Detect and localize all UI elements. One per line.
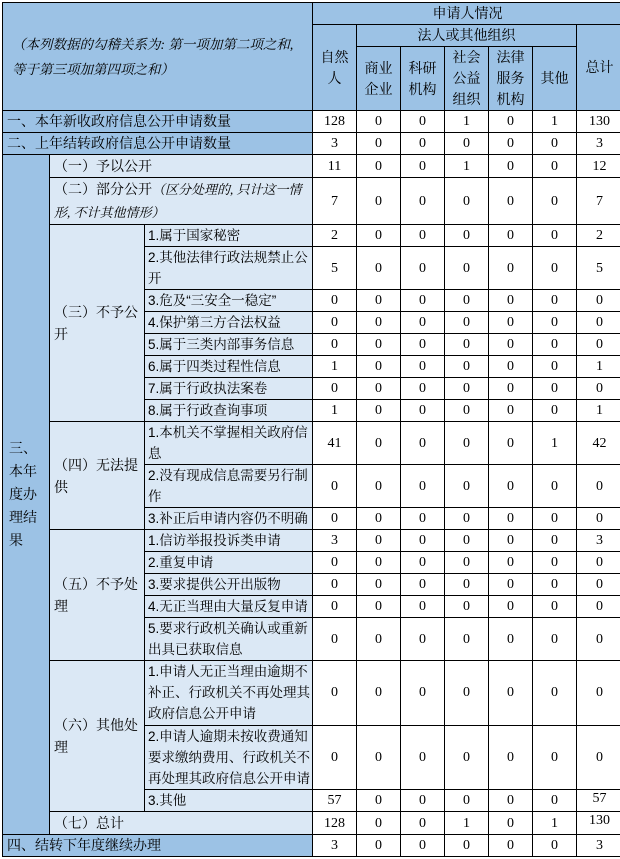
value-cell: 0 — [357, 133, 401, 155]
value-cell: 0 — [401, 155, 445, 178]
row-label-text: 四、结转下年度继续办理 — [7, 837, 161, 853]
value-cell: 0 — [533, 155, 577, 178]
value-cell: 0 — [445, 552, 489, 574]
value-cell: 0 — [489, 400, 533, 422]
value-cell: 0 — [357, 225, 401, 247]
value-cell: 0 — [357, 725, 401, 790]
value-cell: 0 — [445, 378, 489, 400]
value-cell: 1 — [313, 356, 357, 378]
row-label-text: 1.申请人无正当理由逾期不补正、行政机关不再处理其政府信息公开申请 — [148, 664, 310, 721]
value-cell: 0 — [401, 574, 445, 596]
value-cell: 0 — [445, 835, 489, 857]
item-label — [145, 356, 313, 378]
value-cell: 3 — [577, 530, 620, 552]
value-cell: 0 — [313, 334, 357, 356]
value-cell: 0 — [357, 334, 401, 356]
value-cell: 0 — [489, 225, 533, 247]
value-cell: 0 — [313, 618, 357, 661]
value-cell: 0 — [445, 790, 489, 812]
value-cell: 0 — [489, 465, 533, 508]
value-cell: 128 — [313, 111, 357, 133]
value-cell: 1 — [445, 155, 489, 178]
col-header-org-1: 科研机构 — [401, 47, 445, 111]
col-header-org-4: 其他 — [533, 47, 577, 111]
value-cell: 0 — [313, 312, 357, 334]
value-cell: 57 — [313, 790, 357, 812]
value-cell: 0 — [357, 812, 401, 835]
item-label — [145, 290, 313, 312]
row-label — [3, 111, 313, 133]
group-label-g5: （五）不予处理 — [50, 530, 145, 661]
value-cell: 0 — [357, 552, 401, 574]
row-label-text: 3.危及“三安全一稳定” — [148, 293, 276, 308]
item-label — [145, 530, 313, 552]
group-label-g4: （四）无法提供 — [50, 422, 145, 530]
value-cell: 0 — [313, 378, 357, 400]
value-cell: 0 — [489, 530, 533, 552]
value-cell: 0 — [313, 725, 357, 790]
row-label-text: 7.属于行政执法案卷 — [148, 381, 267, 396]
item-label — [145, 465, 313, 508]
value-cell: 3 — [313, 133, 357, 155]
item-label — [145, 618, 313, 661]
row-label-text: 二、上年结转政府信息公开申请数量 — [7, 135, 231, 151]
value-cell: 0 — [489, 312, 533, 334]
row-label-text: 1.本机关不掌握相关政府信息 — [148, 425, 308, 461]
value-cell: 0 — [489, 111, 533, 133]
side-label-section-3: 三、本年度办理结果 — [3, 155, 50, 835]
value-cell: 0 — [533, 290, 577, 312]
value-cell: 0 — [445, 618, 489, 661]
value-cell: 0 — [401, 618, 445, 661]
value-cell: 0 — [357, 790, 401, 812]
value-cell: 0 — [533, 133, 577, 155]
value-cell: 0 — [489, 661, 533, 726]
value-cell: 0 — [401, 400, 445, 422]
row-label-text: 6.属于四类过程性信息 — [148, 359, 281, 374]
value-cell: 0 — [577, 661, 620, 726]
value-cell: 0 — [357, 422, 401, 465]
value-cell: 5 — [313, 247, 357, 290]
value-cell: 0 — [445, 422, 489, 465]
value-cell: 0 — [357, 111, 401, 133]
table-row — [3, 530, 620, 552]
value-cell: 0 — [533, 552, 577, 574]
value-cell: 5 — [577, 247, 620, 290]
value-cell: 0 — [357, 400, 401, 422]
item-label — [145, 574, 313, 596]
value-cell: 0 — [357, 356, 401, 378]
table-row — [3, 178, 620, 225]
value-cell: 2 — [313, 225, 357, 247]
table-row — [3, 155, 620, 178]
value-cell: 0 — [401, 661, 445, 726]
value-cell: 0 — [357, 178, 401, 225]
value-cell: 3 — [577, 835, 620, 857]
value-cell: 0 — [533, 334, 577, 356]
value-cell: 0 — [313, 574, 357, 596]
value-cell: 1 — [445, 111, 489, 133]
row-label-text: （二）部分公开 — [54, 181, 152, 197]
value-cell: 0 — [577, 465, 620, 508]
table-row — [3, 812, 620, 835]
value-cell: 0 — [489, 155, 533, 178]
value-cell: 0 — [357, 290, 401, 312]
value-cell: 0 — [577, 290, 620, 312]
value-cell: 0 — [401, 422, 445, 465]
value-cell: 0 — [489, 596, 533, 618]
value-cell: 128 — [313, 812, 357, 835]
col-header-org-3: 法律服务机构 — [489, 47, 533, 111]
value-cell: 0 — [357, 312, 401, 334]
value-cell: 0 — [533, 618, 577, 661]
value-cell: 0 — [401, 508, 445, 530]
value-cell: 0 — [357, 835, 401, 857]
value-cell: 0 — [357, 661, 401, 726]
row-label-note: （区分处理的, 只计这一情形, 不计其他情形） — [54, 182, 302, 220]
value-cell: 0 — [577, 312, 620, 334]
value-cell: 0 — [401, 378, 445, 400]
value-cell: 0 — [489, 247, 533, 290]
item-label — [145, 378, 313, 400]
value-cell: 0 — [489, 178, 533, 225]
value-cell: 0 — [577, 618, 620, 661]
item-label — [145, 552, 313, 574]
value-cell: 0 — [489, 422, 533, 465]
item-label — [145, 422, 313, 465]
value-cell: 0 — [357, 596, 401, 618]
value-cell: 0 — [577, 508, 620, 530]
value-cell: 0 — [533, 661, 577, 726]
value-cell: 0 — [401, 225, 445, 247]
row-label-text: 8.属于行政查询事项 — [148, 403, 267, 418]
col-header-org-2: 社会公益组织 — [445, 47, 489, 111]
value-cell: 0 — [445, 356, 489, 378]
value-cell: 1 — [533, 812, 577, 835]
value-cell: 0 — [533, 725, 577, 790]
value-cell: 0 — [533, 790, 577, 812]
table-row — [3, 133, 620, 155]
value-cell: 0 — [533, 530, 577, 552]
value-cell: 0 — [445, 725, 489, 790]
value-cell: 0 — [533, 312, 577, 334]
value-cell: 0 — [489, 133, 533, 155]
value-cell: 0 — [313, 596, 357, 618]
value-cell: 0 — [489, 725, 533, 790]
row-label-text: 一、本年新收政府信息公开申请数量 — [7, 113, 231, 129]
value-cell: 1 — [577, 356, 620, 378]
row-label — [50, 155, 313, 178]
value-cell: 0 — [533, 465, 577, 508]
value-cell: 12 — [577, 155, 620, 178]
item-label — [145, 661, 313, 726]
value-cell: 0 — [401, 334, 445, 356]
row-label-text: 4.保护第三方合法权益 — [148, 315, 281, 330]
value-cell: 0 — [445, 596, 489, 618]
value-cell: 0 — [401, 552, 445, 574]
value-cell: 0 — [313, 465, 357, 508]
value-cell: 0 — [445, 225, 489, 247]
value-cell: 0 — [313, 552, 357, 574]
value-cell: 0 — [533, 596, 577, 618]
value-cell: 0 — [401, 596, 445, 618]
value-cell: 0 — [445, 178, 489, 225]
value-cell: 0 — [445, 133, 489, 155]
value-cell: 0 — [357, 508, 401, 530]
value-cell: 11 — [313, 155, 357, 178]
row-label-text: 2.申请人逾期未按收费通知要求缴纳费用、行政机关不再处理其政府信息公开申请 — [148, 729, 310, 786]
value-cell: 0 — [401, 111, 445, 133]
group-label-g6: （六）其他处理 — [50, 661, 145, 812]
value-cell: 1 — [533, 422, 577, 465]
value-cell: 41 — [313, 422, 357, 465]
value-cell: 0 — [489, 356, 533, 378]
value-cell: 0 — [577, 725, 620, 790]
value-cell: 0 — [401, 247, 445, 290]
row-label-text: 2.重复申请 — [148, 555, 213, 570]
row-label-text: 2.没有现成信息需要另行制作 — [148, 468, 308, 504]
row-label-text: （七）总计 — [54, 815, 124, 831]
gov-info-disclosure-table — [2, 2, 620, 857]
row-label — [50, 812, 313, 835]
value-cell: 0 — [357, 465, 401, 508]
value-cell: 0 — [577, 552, 620, 574]
value-cell: 3 — [313, 530, 357, 552]
row-label — [50, 178, 313, 225]
value-cell: 2 — [577, 225, 620, 247]
row-label-text: 3.其他 — [148, 793, 186, 808]
value-cell: 1 — [313, 400, 357, 422]
item-label — [145, 312, 313, 334]
value-cell: 0 — [489, 378, 533, 400]
value-cell: 0 — [445, 574, 489, 596]
value-cell: 0 — [401, 790, 445, 812]
applicant-situation-header: 申请人情况 — [313, 3, 620, 25]
row-label-text: 1.信访举报投诉类申请 — [148, 533, 281, 548]
value-cell: 0 — [313, 290, 357, 312]
value-cell: 0 — [489, 552, 533, 574]
value-cell: 0 — [533, 225, 577, 247]
col-header-legal-org-group: 法人或其他组织 — [357, 25, 577, 47]
table-row — [3, 835, 620, 857]
value-cell: 0 — [533, 356, 577, 378]
item-label — [145, 725, 313, 790]
value-cell: 0 — [489, 508, 533, 530]
value-cell: 0 — [533, 835, 577, 857]
group-label-g3: （三）不予公开 — [50, 225, 145, 422]
item-label — [145, 400, 313, 422]
value-cell: 0 — [445, 661, 489, 726]
value-cell: 3 — [577, 133, 620, 155]
value-cell: 0 — [533, 178, 577, 225]
value-cell: 0 — [357, 574, 401, 596]
value-cell: 0 — [445, 465, 489, 508]
value-cell: 0 — [401, 835, 445, 857]
value-cell: 0 — [445, 247, 489, 290]
value-cell: 0 — [313, 508, 357, 530]
row-label-text: 4.无正当理由大量反复申请 — [148, 599, 308, 614]
row-label-text: 5.要求行政机关确认或重新出具已获取信息 — [148, 621, 308, 657]
value-cell: 0 — [401, 178, 445, 225]
table-row — [3, 111, 620, 133]
value-cell: 1 — [533, 111, 577, 133]
value-cell: 0 — [357, 378, 401, 400]
value-cell: 0 — [313, 661, 357, 726]
row-label-text: 5.属于三类内部事务信息 — [148, 337, 294, 352]
value-cell: 0 — [445, 290, 489, 312]
value-cell: 130 — [577, 812, 620, 835]
row-label-text: （一）予以公开 — [54, 158, 152, 174]
value-cell: 42 — [577, 422, 620, 465]
value-cell: 0 — [401, 530, 445, 552]
value-cell: 0 — [445, 312, 489, 334]
table-row — [3, 422, 620, 465]
item-label — [145, 790, 313, 812]
row-label-text: 3.要求提供公开出版物 — [148, 577, 281, 592]
value-cell: 0 — [577, 334, 620, 356]
value-cell: 0 — [577, 596, 620, 618]
row-label-text: 3.补正后申请内容仍不明确 — [148, 511, 308, 526]
value-cell: 0 — [533, 574, 577, 596]
table-row — [3, 225, 620, 247]
value-cell: 0 — [357, 618, 401, 661]
table-row — [3, 661, 620, 726]
value-cell: 57 — [577, 790, 620, 812]
value-cell: 0 — [577, 378, 620, 400]
value-cell: 0 — [489, 790, 533, 812]
item-label — [145, 225, 313, 247]
value-cell: 0 — [577, 574, 620, 596]
row-label — [3, 835, 313, 857]
value-cell: 0 — [357, 530, 401, 552]
col-header-total: 总计 — [577, 25, 620, 111]
value-cell: 0 — [445, 530, 489, 552]
row-label-text: 2.其他法律行政法规禁止公开 — [148, 250, 308, 286]
item-label — [145, 508, 313, 530]
value-cell: 3 — [313, 835, 357, 857]
item-label — [145, 247, 313, 290]
value-cell: 0 — [533, 508, 577, 530]
row-label-text: 1.属于国家秘密 — [148, 228, 240, 243]
reconciliation-note: （本列数据的勾稽关系为: 第一项加第二项之和, 等于第三项加第四项之和） — [3, 3, 313, 111]
col-header-org-0: 商业企业 — [357, 47, 401, 111]
col-header-natural-person: 自然人 — [313, 25, 357, 111]
value-cell: 0 — [489, 290, 533, 312]
value-cell: 0 — [401, 465, 445, 508]
value-cell: 1 — [445, 812, 489, 835]
value-cell: 7 — [577, 178, 620, 225]
value-cell: 0 — [357, 155, 401, 178]
value-cell: 0 — [445, 334, 489, 356]
value-cell: 0 — [401, 812, 445, 835]
value-cell: 130 — [577, 111, 620, 133]
value-cell: 0 — [533, 378, 577, 400]
value-cell: 0 — [401, 312, 445, 334]
value-cell: 1 — [577, 400, 620, 422]
value-cell: 0 — [533, 400, 577, 422]
value-cell: 0 — [357, 247, 401, 290]
value-cell: 0 — [489, 835, 533, 857]
item-label — [145, 334, 313, 356]
value-cell: 0 — [401, 133, 445, 155]
row-label — [3, 133, 313, 155]
value-cell: 0 — [489, 618, 533, 661]
value-cell: 0 — [445, 400, 489, 422]
value-cell: 0 — [445, 508, 489, 530]
value-cell: 0 — [401, 356, 445, 378]
value-cell: 0 — [489, 334, 533, 356]
item-label — [145, 596, 313, 618]
value-cell: 7 — [313, 178, 357, 225]
value-cell: 0 — [489, 812, 533, 835]
value-cell: 0 — [533, 247, 577, 290]
value-cell: 0 — [401, 725, 445, 790]
value-cell: 0 — [401, 290, 445, 312]
value-cell: 0 — [489, 574, 533, 596]
